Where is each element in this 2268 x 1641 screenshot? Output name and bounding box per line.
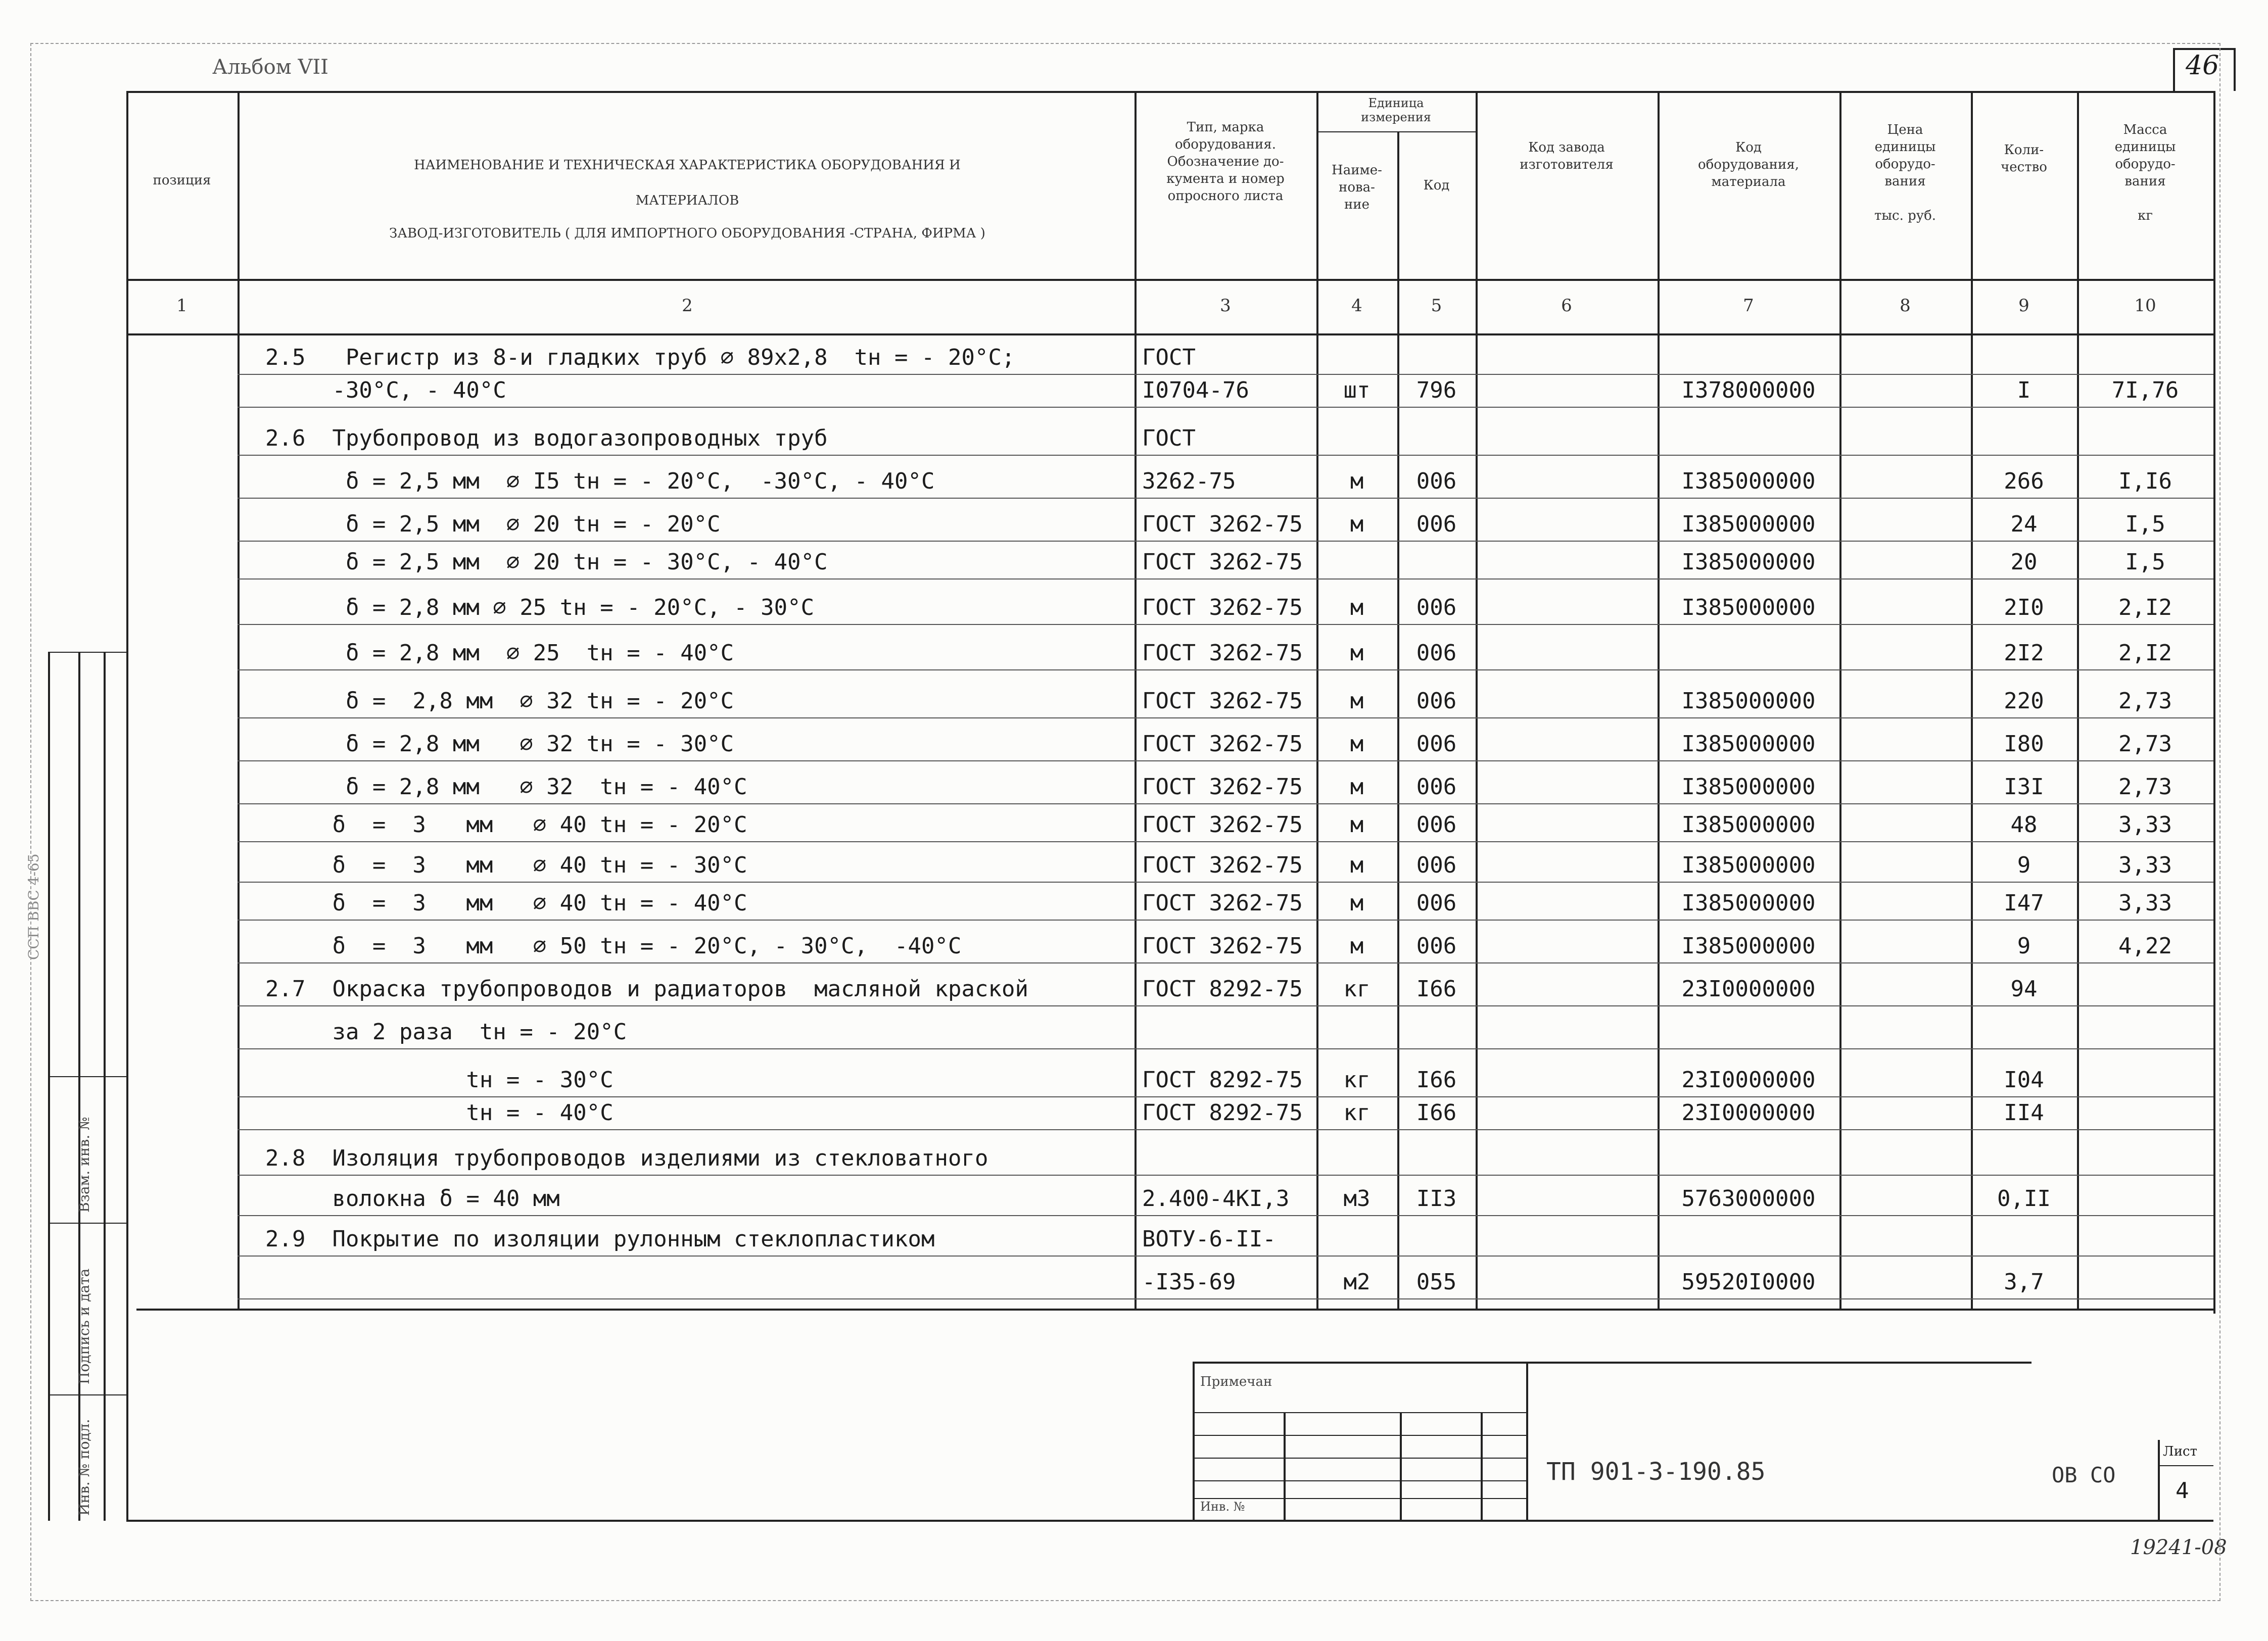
row-8-mass: 2,I2 [2118,640,2172,666]
footer-archive-code: 19241-08 [2130,1536,2227,1559]
row-23-doc: -I35-69 [1142,1269,1236,1295]
row-2-doc: I0704-76 [1142,377,1249,403]
row-10-unit: м [1350,731,1364,757]
row-14-unit: м [1350,890,1364,916]
row-14-mat: I385000000 [1681,890,1816,916]
col-number: 4 [1351,296,1362,316]
header-position: позиция [153,173,211,188]
row-13-mass: 3,33 [2118,852,2172,878]
side-label-sign: Подпись и дата [76,1268,92,1384]
row-9-qty: 220 [2004,688,2044,714]
row-4-mass: I,I6 [2118,468,2172,494]
row-10-doc: ГОСТ 3262-75 [1142,731,1303,757]
row-16-code: I66 [1416,976,1457,1002]
row-7-doc: ГОСТ 3262-75 [1142,595,1303,620]
row-19-qty: II4 [2004,1100,2044,1126]
row-22-name: 2.9 Покрытие по изоляции рулонным стеклопластиком [265,1226,935,1252]
header-material-code: Код оборудования, материала [1697,140,1800,189]
stamp-section: ОВ СО [2052,1463,2116,1487]
page-number: 46 [2186,51,2219,81]
row-4-code: 006 [1416,468,1457,494]
row-16-unit: кг [1343,976,1371,1002]
row-7-qty: 2I0 [2004,595,2044,620]
row-12-code: 006 [1416,812,1457,838]
row-21-unit: м3 [1343,1186,1371,1212]
row-11-code: 006 [1416,774,1457,800]
header-price: Цена единицы оборудо- вания тыс. руб. [1874,122,1936,223]
row-2-code: 796 [1416,377,1457,403]
row-4-doc: 3262-75 [1142,468,1236,494]
row-5-unit: м [1350,511,1364,537]
row-9-unit: м [1350,688,1364,714]
row-8-code: 006 [1416,640,1457,666]
row-9-code: 006 [1416,688,1457,714]
row-11-unit: м [1350,774,1364,800]
col-number: 5 [1431,296,1442,316]
row-13-name: δ = 3 мм ∅ 40 tн = - 30°C [265,852,747,878]
row-11-mass: 2,73 [2118,774,2172,800]
row-15-name: δ = 3 мм ∅ 50 tн = - 20°C, - 30°C, -40°C [265,933,962,959]
row-3-name: 2.6 Трубопровод из водогазопроводных труб [265,425,828,451]
row-18-name: tн = - 30°C [265,1067,613,1093]
col-number: 1 [176,296,187,316]
col-number: 8 [1900,296,1911,316]
row-2-name: -30°C, - 40°C [265,377,506,403]
row-8-qty: 2I2 [2004,640,2044,666]
row-18-doc: ГОСТ 8292-75 [1142,1067,1303,1093]
col-number: 7 [1743,296,1754,316]
row-18-unit: кг [1343,1067,1371,1093]
row-8-name: δ = 2,8 мм ∅ 25 tн = - 40°C [265,640,734,666]
row-9-mat: I385000000 [1681,688,1816,714]
row-11-name: δ = 2,8 мм ∅ 32 tн = - 40°C [265,774,747,800]
row-5-qty: 24 [2010,511,2038,537]
row-23-mat: 59520I0000 [1681,1269,1816,1295]
row-5-doc: ГОСТ 3262-75 [1142,511,1303,537]
stamp-inv-label: Инв. № [1200,1500,1245,1514]
row-17-name: за 2 раза tн = - 20°C [265,1019,627,1045]
row-15-code: 006 [1416,933,1457,959]
row-13-doc: ГОСТ 3262-75 [1142,852,1303,878]
row-7-unit: м [1350,595,1364,620]
row-15-mass: 4,22 [2118,933,2172,959]
row-6-mat: I385000000 [1681,549,1816,575]
row-1-name: 2.5 Регистр из 8-и гладких труб ∅ 89x2,8 tн = - 20°C; [265,345,1015,370]
row-7-name: δ = 2,8 мм ∅ 25 tн = - 20°C, - 30°C [265,595,815,620]
row-6-doc: ГОСТ 3262-75 [1142,549,1303,575]
row-21-doc: 2.400-4КI,3 [1142,1186,1290,1212]
row-15-doc: ГОСТ 3262-75 [1142,933,1303,959]
row-10-code: 006 [1416,731,1457,757]
row-22-doc: ВОТУ-6-II- [1142,1226,1276,1252]
row-19-code: I66 [1416,1100,1457,1126]
side-label-replace: Взам. инв. № [76,1117,92,1213]
row-19-name: tн = - 40°C [265,1100,613,1126]
row-18-code: I66 [1416,1067,1457,1093]
row-7-code: 006 [1416,595,1457,620]
row-12-mat: I385000000 [1681,812,1816,838]
row-2-unit: шт [1343,377,1371,403]
row-5-mat: I385000000 [1681,511,1816,537]
row-14-qty: I47 [2004,890,2044,916]
row-12-mass: 3,33 [2118,812,2172,838]
row-16-doc: ГОСТ 8292-75 [1142,976,1303,1002]
header-unit-name: Наиме- нова- ние [1332,163,1382,212]
row-18-qty: I04 [2004,1067,2044,1093]
row-16-mat: 23I0000000 [1681,976,1816,1002]
row-6-mass: I,5 [2125,549,2165,575]
stamp-note-label: Примечан [1200,1374,1272,1389]
col-number: 3 [1220,296,1231,316]
row-5-mass: I,5 [2125,511,2165,537]
row-4-unit: м [1350,468,1364,494]
row-15-unit: м [1350,933,1364,959]
row-21-qty: 0,II [1997,1186,2051,1212]
row-11-mat: I385000000 [1681,774,1816,800]
stamp-document-code: ТП 901-3-190.85 [1546,1458,1766,1486]
row-10-name: δ = 2,8 мм ∅ 32 tн = - 30°C [265,731,734,757]
row-4-mat: I385000000 [1681,468,1816,494]
row-19-doc: ГОСТ 8292-75 [1142,1100,1303,1126]
row-14-mass: 3,33 [2118,890,2172,916]
row-23-unit: м2 [1343,1269,1371,1295]
row-7-mass: 2,I2 [2118,595,2172,620]
row-13-mat: I385000000 [1681,852,1816,878]
header-name-line1: НАИМЕНОВАНИЕ И ТЕХНИЧЕСКАЯ ХАРАКТЕРИСТИКА ОБОРУДОВАНИЯ И [414,158,961,173]
row-13-qty: 9 [2017,852,2031,878]
row-4-qty: 266 [2004,468,2044,494]
col-number: 9 [2018,296,2029,316]
stamp-sheet-number: 4 [2176,1478,2189,1504]
row-12-name: δ = 3 мм ∅ 40 tн = - 20°C [265,812,747,838]
row-8-unit: м [1350,640,1364,666]
row-10-mat: I385000000 [1681,731,1816,757]
row-6-name: δ = 2,5 мм ∅ 20 tн = - 30°C, - 40°C [265,549,828,575]
row-14-code: 006 [1416,890,1457,916]
header-quantity: Коли- чество [2001,142,2047,175]
row-9-mass: 2,73 [2118,688,2172,714]
row-14-name: δ = 3 мм ∅ 40 tн = - 40°C [265,890,747,916]
side-code: ССП ВВС 4-65 [25,853,42,960]
row-16-name: 2.7 Окраска трубопроводов и радиаторов масляной краской [265,976,1028,1002]
row-15-qty: 9 [2017,933,2031,959]
row-21-name: волокна δ = 40 мм [265,1186,560,1212]
row-13-code: 006 [1416,852,1457,878]
row-12-unit: м [1350,812,1364,838]
header-unit-group: Единица измерения [1361,96,1431,124]
row-23-qty: 3,7 [2004,1269,2044,1295]
row-10-mass: 2,73 [2118,731,2172,757]
row-12-qty: 48 [2010,812,2038,838]
row-23-code: 055 [1416,1269,1457,1295]
col-number: 6 [1561,296,1572,316]
row-5-code: 006 [1416,511,1457,537]
row-15-mat: I385000000 [1681,933,1816,959]
col-number: 2 [682,296,693,316]
row-2-qty: I [2017,377,2031,403]
row-19-mat: 23I0000000 [1681,1100,1816,1126]
row-1-doc: ГОСТ [1142,345,1196,370]
album-label: Альбом VII [212,56,328,79]
row-20-name: 2.8 Изоляция трубопроводов изделиями из стекловатного [265,1145,988,1171]
row-12-doc: ГОСТ 3262-75 [1142,812,1303,838]
row-10-qty: I80 [2004,731,2044,757]
row-21-mat: 5763000000 [1681,1186,1816,1212]
header-unit-code: Код [1423,178,1450,193]
row-3-doc: ГОСТ [1142,425,1196,451]
row-2-mass: 7I,76 [2111,377,2179,403]
row-14-doc: ГОСТ 3262-75 [1142,890,1303,916]
header-name-line3: ЗАВОД-ИЗГОТОВИТЕЛЬ ( ДЛЯ ИМПОРТНОГО ОБОРУДОВАНИЯ -СТРАНА, ФИРМА ) [389,226,985,241]
row-11-qty: I3I [2004,774,2044,800]
row-7-mat: I385000000 [1681,595,1816,620]
side-label-inv: Инв. № подл. [76,1419,92,1516]
row-8-doc: ГОСТ 3262-75 [1142,640,1303,666]
row-16-qty: 94 [2010,976,2038,1002]
row-2-mat: I378000000 [1681,377,1816,403]
row-5-name: δ = 2,5 мм ∅ 20 tн = - 20°C [265,511,721,537]
row-13-unit: м [1350,852,1364,878]
header-mass: Масса единицы оборудо- вания кг [2114,122,2176,223]
col-number: 10 [2134,296,2156,316]
row-9-doc: ГОСТ 3262-75 [1142,688,1303,714]
row-6-qty: 20 [2010,549,2038,575]
row-11-doc: ГОСТ 3262-75 [1142,774,1303,800]
header-doc-type: Тип, марка оборудования. Обозначение до- кумента и номер опросного листа [1166,120,1285,204]
row-9-name: δ = 2,8 мм ∅ 32 tн = - 20°C [265,688,734,714]
row-19-unit: кг [1343,1100,1371,1126]
header-name-line2: МАТЕРИАЛОВ [635,193,739,208]
stamp-sheet-label: Лист [2163,1444,2197,1459]
row-4-name: δ = 2,5 мм ∅ I5 tн = - 20°C, -30°C, - 40°C [265,468,935,494]
row-18-mat: 23I0000000 [1681,1067,1816,1093]
row-21-code: II3 [1416,1186,1457,1212]
header-factory-code: Код завода изготовителя [1520,140,1614,172]
